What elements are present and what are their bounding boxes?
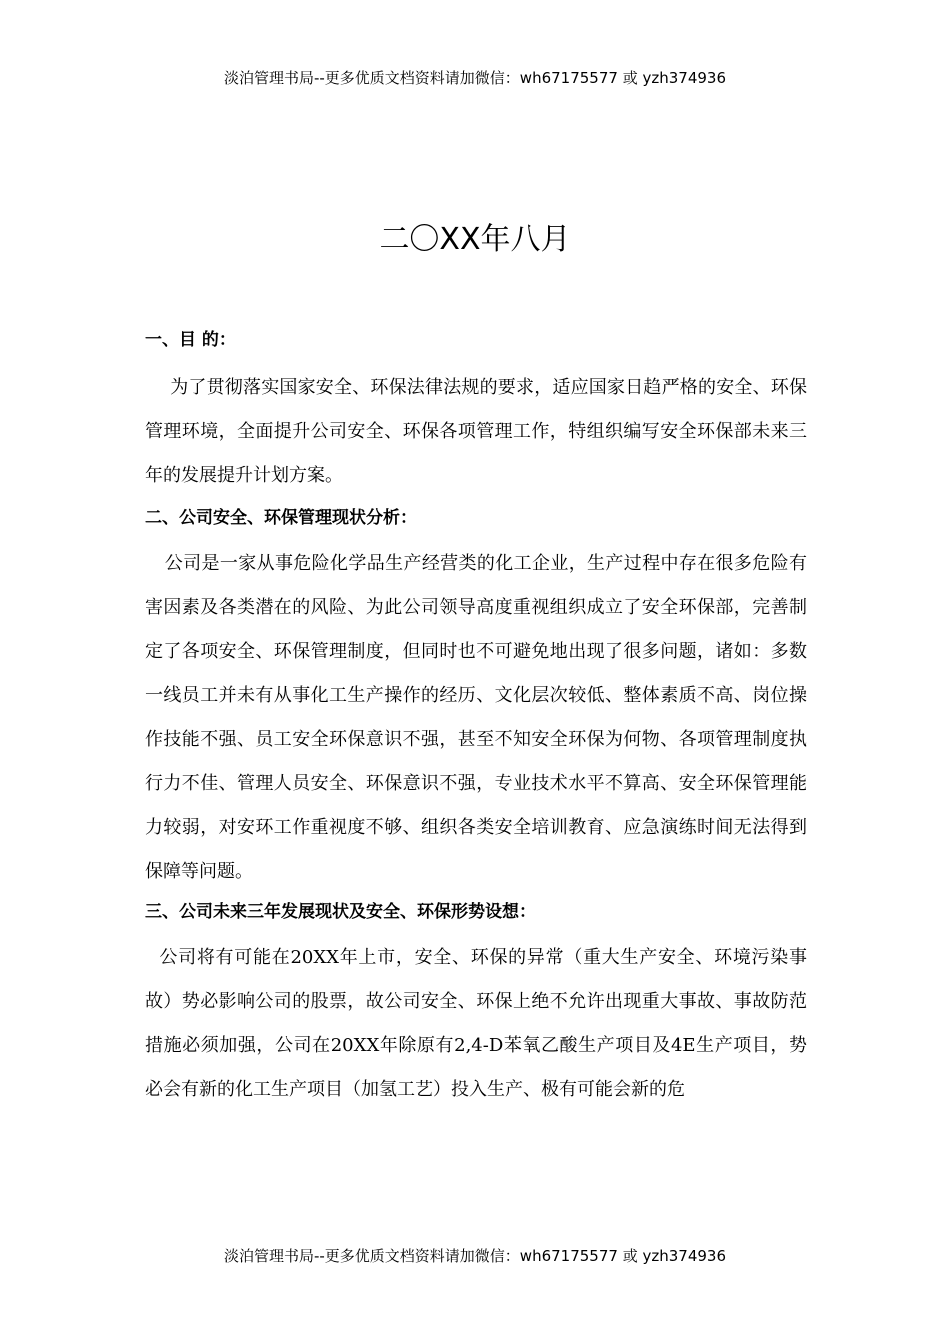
document-body — [145, 320, 807, 1112]
section-paragraph-purpose: 为了贯彻落实国家安全、环保法律法规的要求，适应国家日趋严格的安全、环保管理环境，全面提升公司安全、环保各项管理工作，特组织编写安全环保部未来三年的发展提升计划方案。 — [145, 377, 807, 486]
section-paragraph-status-analysis: 公司是一家从事危险化学品生产经营类的化工企业，生产过程中存在很多危险有害因素及各类潜在的风险、为此公司领导高度重视组织成立了安全环保部，完善制定了各项安全、环保管理制度，但同时也不可避免地出现了很多问题，诸如：多数一线员工并未有从事化工生产操作的经历、文化层次较低、整体素质不高、岗位操作技能不强、员工安全环保意识不强，甚至不知安全环保为何物、各项管理制度执行力不佳、管理人员安全、环保意识不强，专业技术水平不算高、安全环保管理能力较弱，对安环工作重视度不够、组织各类安全培训教育、应急演练时间无法得到保障等问题。 — [145, 553, 807, 882]
section-heading-purpose: 一、目 的： — [145, 330, 236, 350]
document-date-title: 二〇XX年八月 — [379, 222, 571, 257]
footer-watermark-note: 淡泊管理书局--更多优质文档资料请加微信：wh67175577 或 yzh374936 — [223, 1247, 726, 1265]
section-heading-future-outlook: 三、公司未来三年发展现状及安全、环保形势设想： — [145, 902, 536, 922]
section-heading-status-analysis: 二、公司安全、环保管理现状分析： — [145, 508, 417, 528]
header-watermark-note: 淡泊管理书局--更多优质文档资料请加微信：wh67175577 或 yzh374936 — [223, 69, 726, 87]
section-paragraph-future-outlook: 公司将有可能在20XX年上市，安全、环保的异常（重大生产安全、环境污染事故）势必影响公司的股票，故公司安全、环保上绝不允许出现重大事故、事故防范措施必须加强，公司在20XX年除原有2,4-D苯氧乙酸生产项目及4E生产项目，势必会有新的化工生产项目（加氢工艺）投入生产、极有可能会新的危 — [145, 947, 807, 1100]
